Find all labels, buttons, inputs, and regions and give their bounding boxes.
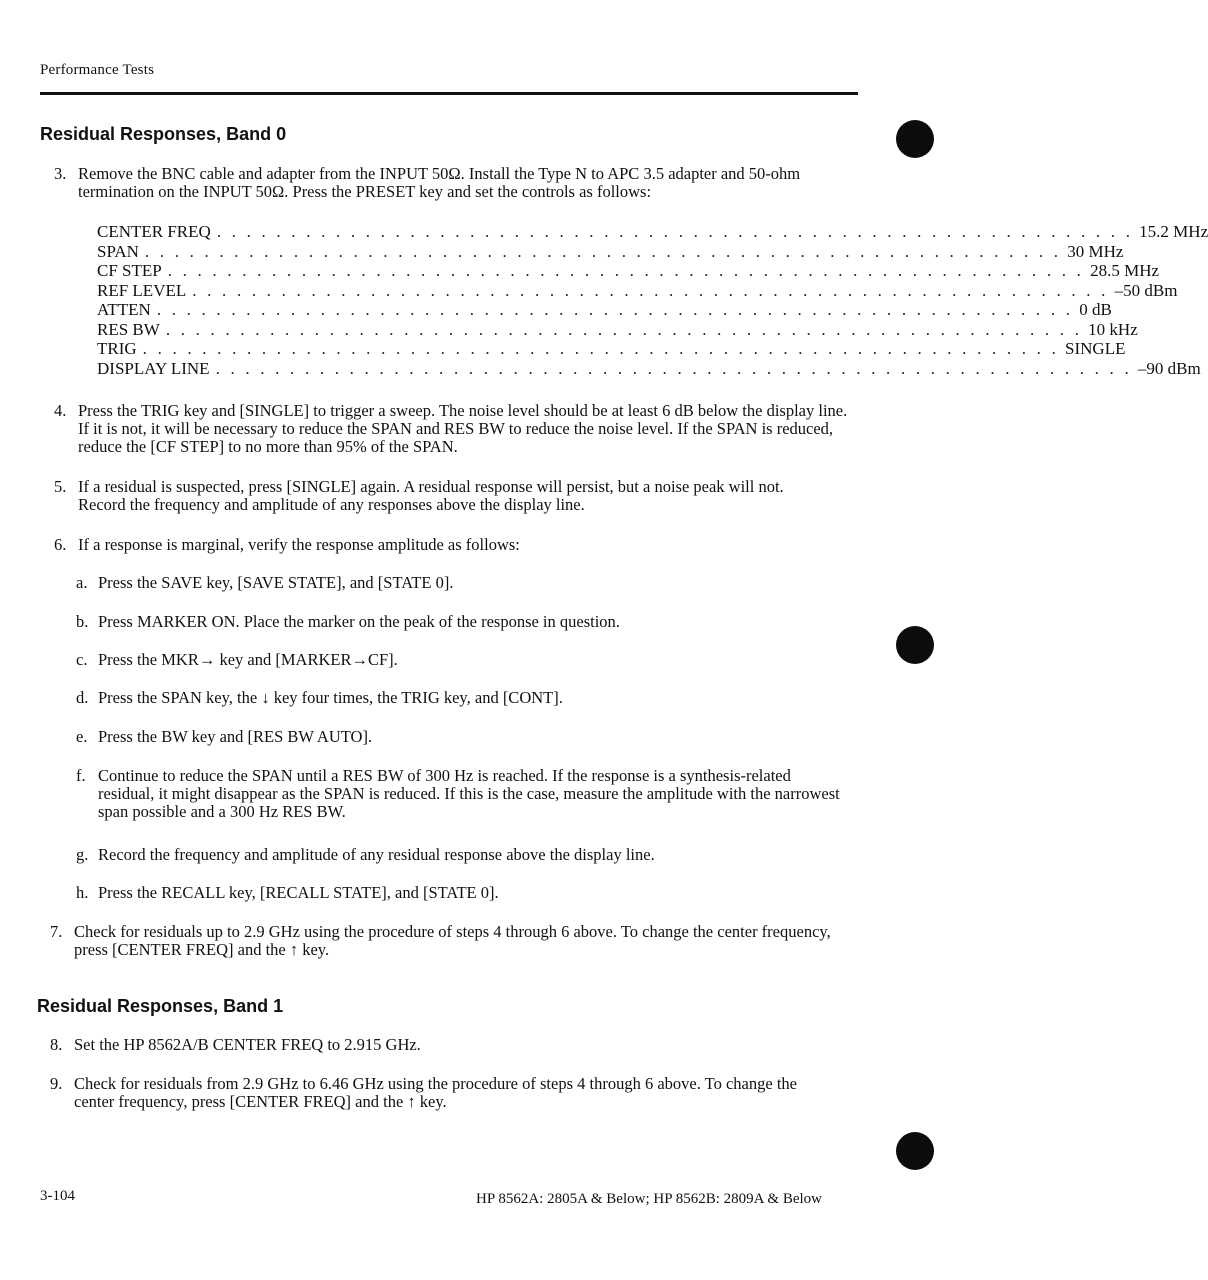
setting-value: 10 kHz [1088,319,1138,339]
step-5 [54,478,834,514]
setting-label: SPAN [97,241,139,261]
step-text: Remove the BNC cable and adapter from the INPUT 50Ω. Install the Type N to APC 3.5 adapter and 50-ohm termination on the INPUT 50Ω. Press the PRESET key and set the controls as follows: [78,164,801,201]
step-9 [50,1075,840,1111]
setting-value: –90 dBm [1137,358,1201,378]
setting-label: TRIG [97,339,137,358]
substep-letter: h. [76,883,89,902]
substep-text: Press the MKR→ key and [MARKER→CF]. [98,650,398,669]
footer-model-info: HP 8562A: 2805A & Below; HP 8562B: 2809A & Below [476,1191,822,1207]
substep-letter: c. [76,650,88,669]
substep-letter: f. [76,766,86,785]
substep-text: Press MARKER ON. Place the marker on the peak of the response in question. [98,612,620,631]
leader-dots: . . . . . . . . . . . . . . . . . . . . . . . . . . . . . . . . . . . . . . . . . . . . . . . . . . . . . . . . . . . . . . [216,222,1134,241]
binder-hole-icon [896,626,934,664]
step-text: If a response is marginal, verify the response amplitude as follows: [78,535,520,554]
step-text: Set the HP 8562A/B CENTER FREQ to 2.915 GHz. [74,1035,421,1054]
substep-letter: g. [76,845,89,864]
setting-label: DISPLAY LINE [97,358,210,378]
substep-c [76,651,836,669]
step-number: 7. [50,922,63,941]
leader-dots: . . . . . . . . . . . . . . . . . . . . . . . . . . . . . . . . . . . . . . . . . . . . . . . . . . . . . . . . . . . . . . [142,339,1060,358]
leader-dots: . . . . . . . . . . . . . . . . . . . . . . . . . . . . . . . . . . . . . . . . . . . . . . . . . . . . . . . . . . . . . . [156,300,1074,319]
step-number: 3. [54,164,67,183]
step-text: Check for residuals from 2.9 GHz to 6.46 GHz using the procedure of steps 4 through 6 above. To change the center frequency, press [CENTER FREQ] and the ↑ key. [74,1074,797,1111]
setting-value: SINGLE [1065,339,1126,358]
setting-label: CENTER FREQ [97,222,211,241]
setting-row [97,222,1208,242]
setting-value: 30 MHz [1067,241,1124,261]
binder-hole-icon [896,120,934,158]
page-number: 3-104 [40,1188,75,1204]
leader-dots: . . . . . . . . . . . . . . . . . . . . . . . . . . . . . . . . . . . . . . . . . . . . . . . . . . . . . . . . . . . . . . [165,319,1083,339]
leader-dots: . . . . . . . . . . . . . . . . . . . . . . . . . . . . . . . . . . . . . . . . . . . . . . . . . . . . . . . . . . . . . . [215,358,1132,378]
setting-label: ATTEN [97,300,151,319]
step-number: 8. [50,1035,63,1054]
setting-row [97,339,1126,359]
substep-g [76,846,836,864]
substep-letter: e. [76,727,88,746]
setting-row [97,319,1138,340]
step-number: 6. [54,535,67,554]
step-text: Press the TRIG key and [SINGLE] to trigger a sweep. The noise level should be at least 6 dB below the display line. If it is not, it will be necessary to reduce the SPAN and RES BW to reduce the noise level. If the SPAN is reduced, reduce the [CF STEP] to no more than 95% of the SPAN. [78,401,848,456]
leader-dots: . . . . . . . . . . . . . . . . . . . . . . . . . . . . . . . . . . . . . . . . . . . . . . . . . . . . . . . . . . . . . . [144,241,1062,261]
substep-text: Press the RECALL key, [RECALL STATE], and [STATE 0]. [98,883,499,902]
setting-row [97,280,1178,301]
step-6 [54,536,834,554]
running-head: Performance Tests [40,62,155,78]
setting-label: REF LEVEL [97,280,187,300]
step-4 [54,402,854,456]
setting-value: 15.2 MHz [1139,222,1208,241]
substep-d [76,689,836,707]
step-number: 9. [50,1074,63,1093]
header-rule [40,92,858,95]
section-heading-band-0: Residual Responses, Band 0 [40,124,287,144]
step-text: If a residual is suspected, press [SINGLE] again. A residual response will persist, but a noise peak will not. Record the frequency and amplitude of any responses above the display line. [78,477,784,514]
substep-text: Press the SAVE key, [SAVE STATE], and [STATE 0]. [98,573,454,592]
substep-letter: a. [76,573,88,592]
substep-a [76,574,836,592]
substep-letter: d. [76,688,89,707]
substep-text: Press the BW key and [RES BW AUTO]. [98,727,373,746]
step-7 [50,923,840,959]
substep-text: Record the frequency and amplitude of any residual response above the display line. [98,845,655,864]
setting-label: CF STEP [97,261,162,280]
setting-row [97,241,1124,262]
setting-label: RES BW [97,319,160,339]
setting-value: 0 dB [1079,300,1112,319]
step-number: 4. [54,401,67,420]
substep-e [76,728,836,746]
setting-row [97,300,1112,320]
step-8 [50,1036,840,1054]
leader-dots: . . . . . . . . . . . . . . . . . . . . . . . . . . . . . . . . . . . . . . . . . . . . . . . . . . . . . . . . . . . . . . [167,261,1085,280]
setting-value: –50 dBm [1114,280,1178,300]
substep-f [76,767,846,821]
substep-b [76,613,836,631]
binder-hole-icon [896,1132,934,1170]
step-number: 5. [54,477,67,496]
setting-value: 28.5 MHz [1090,261,1160,280]
section-heading-band-1: Residual Responses, Band 1 [37,996,284,1016]
step-text: Check for residuals up to 2.9 GHz using the procedure of steps 4 through 6 above. To change the center frequency, press [CENTER FREQ] and the ↑ key. [74,922,831,959]
step-3 [54,165,854,201]
substep-h [76,884,836,902]
settings-table [97,222,1208,378]
substep-letter: b. [76,612,89,631]
setting-row [97,261,1160,281]
substep-text: Continue to reduce the SPAN until a RES BW of 300 Hz is reached. If the response is a synthesis-related residual, it might disappear as the SPAN is reduced. If this is the case, measure the amplitude with the narrowest span possible and a 300 Hz RES BW. [98,766,840,821]
substep-text: Press the SPAN key, the ↓ key four times, the TRIG key, and [CONT]. [98,688,563,707]
leader-dots: . . . . . . . . . . . . . . . . . . . . . . . . . . . . . . . . . . . . . . . . . . . . . . . . . . . . . . . . . . . . . . [192,280,1109,300]
setting-row [97,358,1201,379]
